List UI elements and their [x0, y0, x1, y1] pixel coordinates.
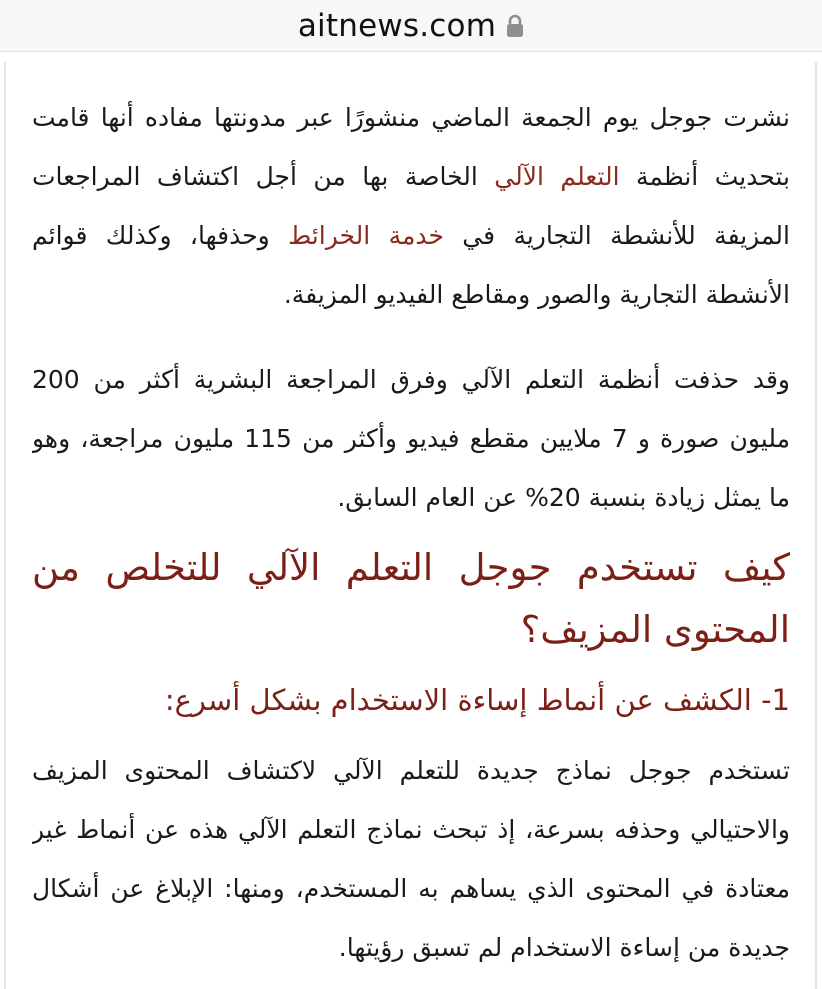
paragraph-stats: وقد حذفت أنظمة التعلم الآلي وفرق المراجعة البشرية أكثر من 200 مليون صورة و 7 ملايين مقطع فيديو وأكثر من 115 مليون مراجعة، وهو ما يمثل زيادة بنسبة 20% عن العام السابق.	[32, 365, 790, 512]
paragraph-intro	[32, 88, 790, 324]
link-machine-learning[interactable]: التعلم الآلي	[494, 162, 620, 191]
right-page-rule	[815, 62, 817, 989]
paragraph-detection: تستخدم جوجل نماذج جديدة للتعلم الآلي لاكتشاف المحتوى المزيف والاحتيالي وحذفه بسرعة، إذ تبحث نماذج التعلم الآلي هذه عن أنماط غير معتادة في المحتوى الذي يساهم به المستخدم، ومنها: الإبلاغ عن أشكال جديدة من إساءة الاستخدام لم تسبق رؤيتها.	[32, 756, 790, 962]
article-body	[32, 52, 790, 989]
intro-text-2: الخاصة بها من أجل اكتشاف المراجعات المزيفة للأنشطة التجارية في	[32, 162, 790, 250]
section-subheading: 1- الكشف عن أنماط إساءة الاستخدام بشكل أسرع:	[164, 683, 790, 717]
lock-icon	[506, 14, 524, 38]
url-text[interactable]: aitnews.com	[297, 7, 497, 44]
intro-text-3: وحذفها، وكذلك قوائم الأنشطة التجارية والصور ومقاطع الفيديو المزيفة.	[32, 221, 790, 309]
section-heading: كيف تستخدم جوجل التعلم الآلي للتخلص من المحتوى المزيف؟	[32, 546, 790, 651]
intro-text-1: نشرت جوجل يوم الجمعة الماضي منشورًا عبر مدونتها مفاده أنها قامت بتحديث أنظمة	[32, 103, 790, 191]
browser-address-bar[interactable]	[0, 0, 822, 52]
link-maps-service[interactable]: خدمة الخرائط	[288, 221, 444, 250]
left-page-rule	[4, 62, 6, 989]
